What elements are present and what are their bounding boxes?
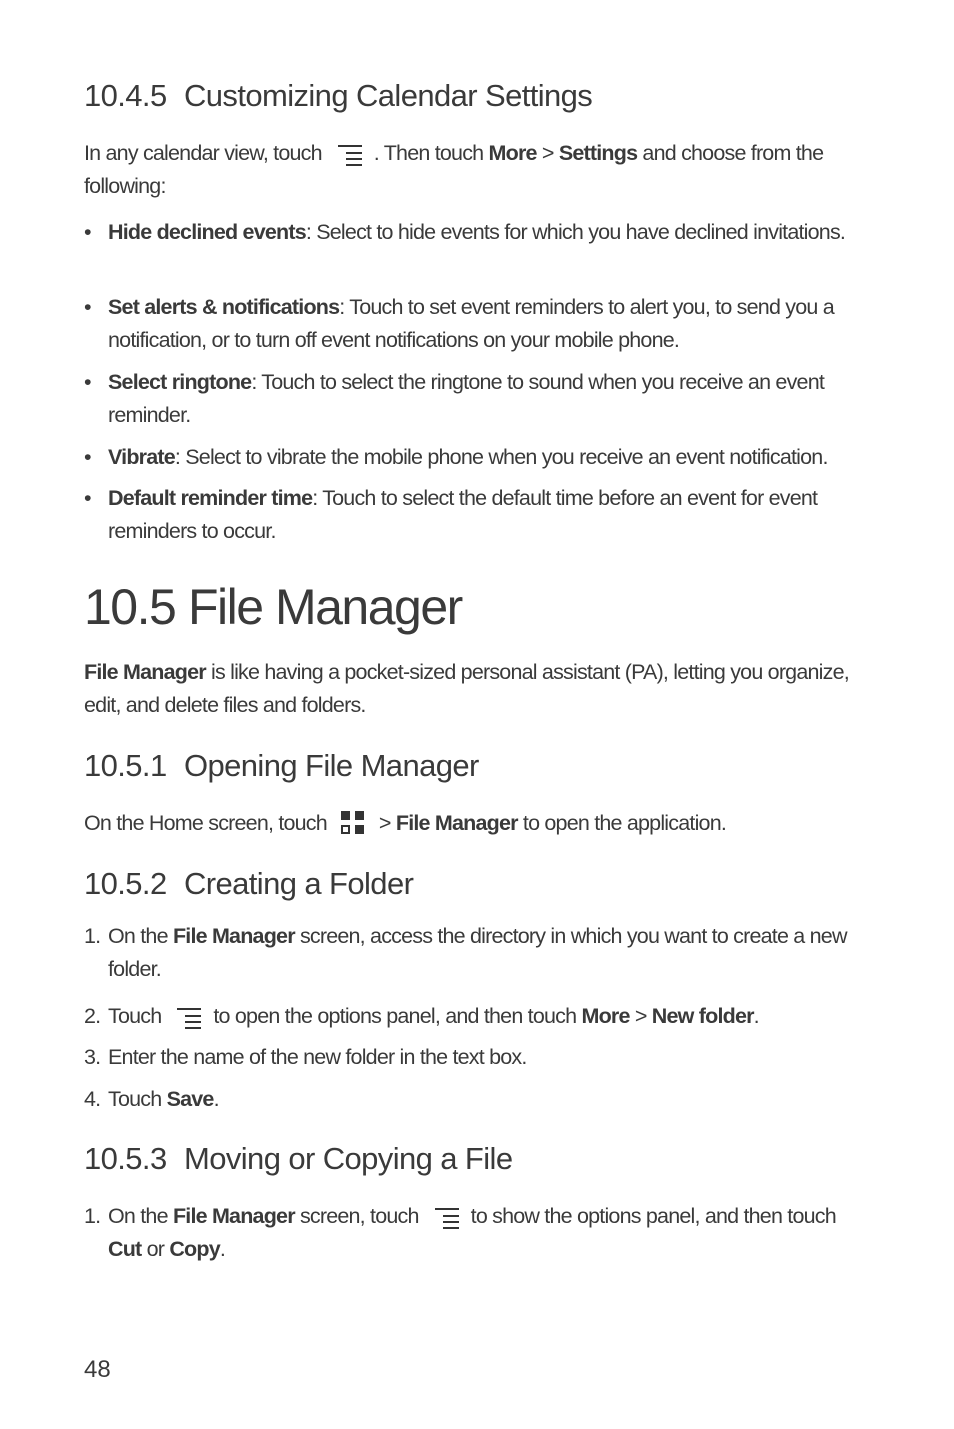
list-item: • Select ringtone: Touch to select the ringtone to sound when you receive an event reminder. (84, 366, 874, 432)
section-heading-10-5-2: 10.5.2 Creating a Folder (84, 866, 414, 901)
list-item: • Hide declined events: Select to hide events for which you have declined invitations. (84, 216, 874, 249)
bullet-icon: • (84, 445, 91, 469)
step-item: 1. On the File Manager screen, touch to show the options panel, and then touch Cut or Copy. (84, 1204, 836, 1261)
menu-icon (336, 142, 364, 166)
bullet-icon: • (84, 220, 91, 244)
bullet-icon: • (84, 370, 91, 394)
section-heading-10-5: 10.5 File Manager (84, 579, 462, 635)
list-item: • Vibrate: Select to vibrate the mobile phone when you receive an event notification. (84, 441, 874, 474)
page-number: 48 (84, 1356, 111, 1383)
calendar-settings-intro: In any calendar view, touch . Then touch More > Settings and choose from the following: (84, 141, 824, 198)
file-manager-intro: File Manager is like having a pocket-sized personal assistant (PA), letting you organize, edit, and delete files and folders. (84, 660, 849, 717)
list-item: • Set alerts & notifications: Touch to set event reminders to alert you, to send you a notification, or to turn off event notifications on your mobile phone. (84, 291, 874, 357)
menu-icon (175, 1005, 203, 1029)
app-grid-icon (339, 811, 367, 837)
list-item: • Default reminder time: Touch to select the default time before an event for event reminders to occur. (84, 482, 874, 548)
section-heading-10-4-5: 10.4.5 Customizing Calendar Settings (84, 78, 593, 113)
section-heading-10-5-1: 10.5.1 Opening File Manager (84, 748, 479, 783)
step-item: 2. Touch to open the options panel, and then touch More > New folder. (84, 1004, 759, 1028)
section-heading-10-5-3: 10.5.3 Moving or Copying a File (84, 1141, 513, 1176)
bullet-icon: • (84, 486, 91, 510)
step-item: 1. On the File Manager screen, access the directory in which you want to create a new folder. (84, 924, 847, 981)
opening-instructions: On the Home screen, touch > File Manager to open the application. (84, 807, 884, 840)
menu-icon (433, 1205, 461, 1229)
step-item: 3. Enter the name of the new folder in the text box. (84, 1045, 527, 1069)
step-item: 4. Touch Save. (84, 1087, 219, 1111)
bullet-icon: • (84, 295, 91, 319)
